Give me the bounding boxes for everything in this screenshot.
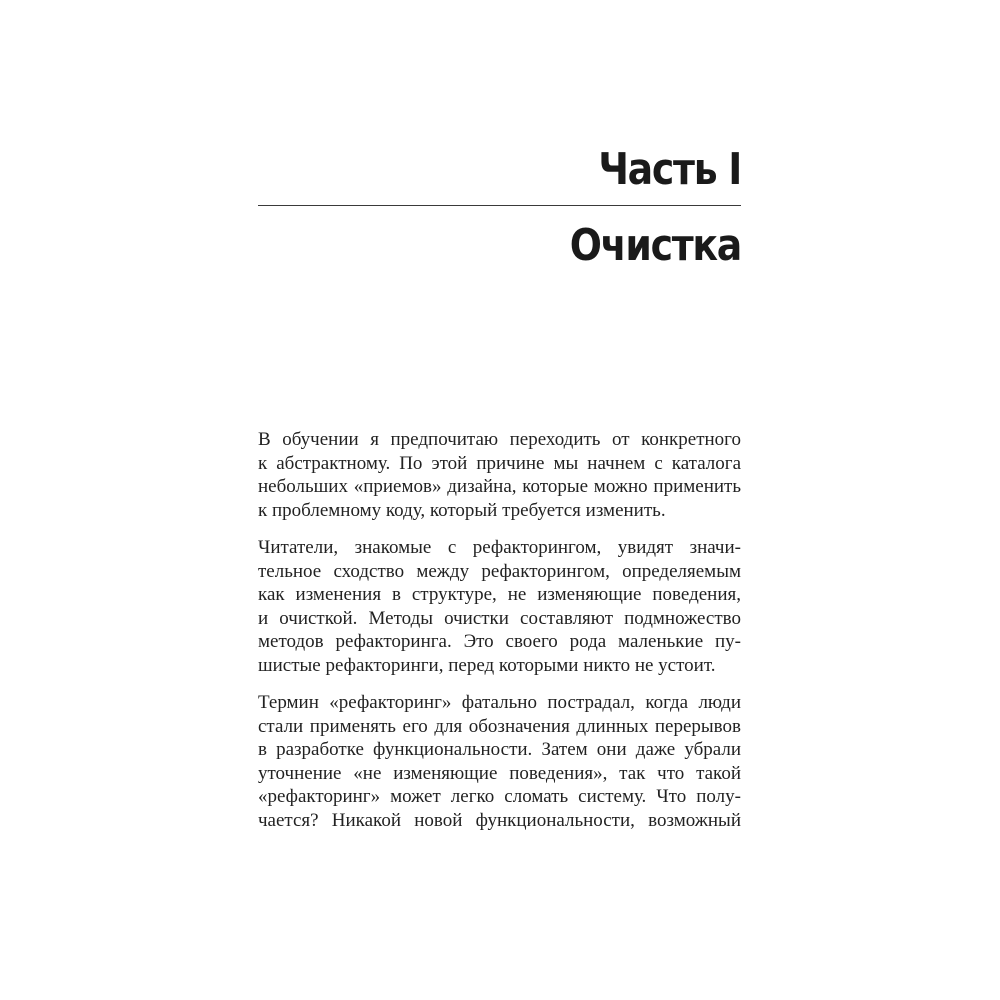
text-line: тельное сходство между рефакторингом, определяемым	[258, 560, 741, 582]
paragraph-2	[258, 536, 741, 677]
paragraph-3	[258, 691, 741, 832]
text-line: к проблемному коду, который требуется изменить.	[258, 499, 666, 521]
text-line: как изменения в структуре, не изменяющие поведения,	[258, 584, 741, 605]
paragraph-1	[258, 428, 741, 522]
text-line: к абстрактному. По этой причине мы начнем с каталога	[258, 452, 741, 474]
text-line: Термин «рефакторинг» фатально пострадал, когда люди	[258, 692, 741, 713]
text-line: «рефакторинг» может легко сломать систему. Что полу-	[258, 786, 741, 807]
text-line: небольших «приемов» дизайна, которые можно применить	[258, 476, 741, 497]
text-line: шистые рефакторинги, перед которыми никто не устоит.	[258, 654, 716, 676]
part-title: Очистка	[569, 220, 741, 271]
text-line: В обучении я предпочитаю переходить от конкретного	[258, 429, 741, 450]
text-line: методов рефакторинга. Это своего рода маленькие пу-	[258, 631, 741, 652]
text-line: уточнение «не изменяющие поведения», так что такой	[258, 762, 741, 784]
text-line: в разработке функциональности. Затем они даже убрали	[258, 739, 741, 760]
text-line: и очисткой. Методы очистки составляют подмножество	[258, 607, 741, 629]
text-line: стали применять его для обозначения длинных перерывов	[258, 715, 741, 737]
part-label: Часть I	[598, 144, 741, 195]
body-text	[258, 428, 741, 846]
text-line: чается? Никакой новой функциональности, возможный	[258, 809, 741, 831]
text-line: Читатели, знакомые с рефакторингом, увидят значи-	[258, 537, 741, 558]
part-divider-rule	[258, 205, 741, 206]
